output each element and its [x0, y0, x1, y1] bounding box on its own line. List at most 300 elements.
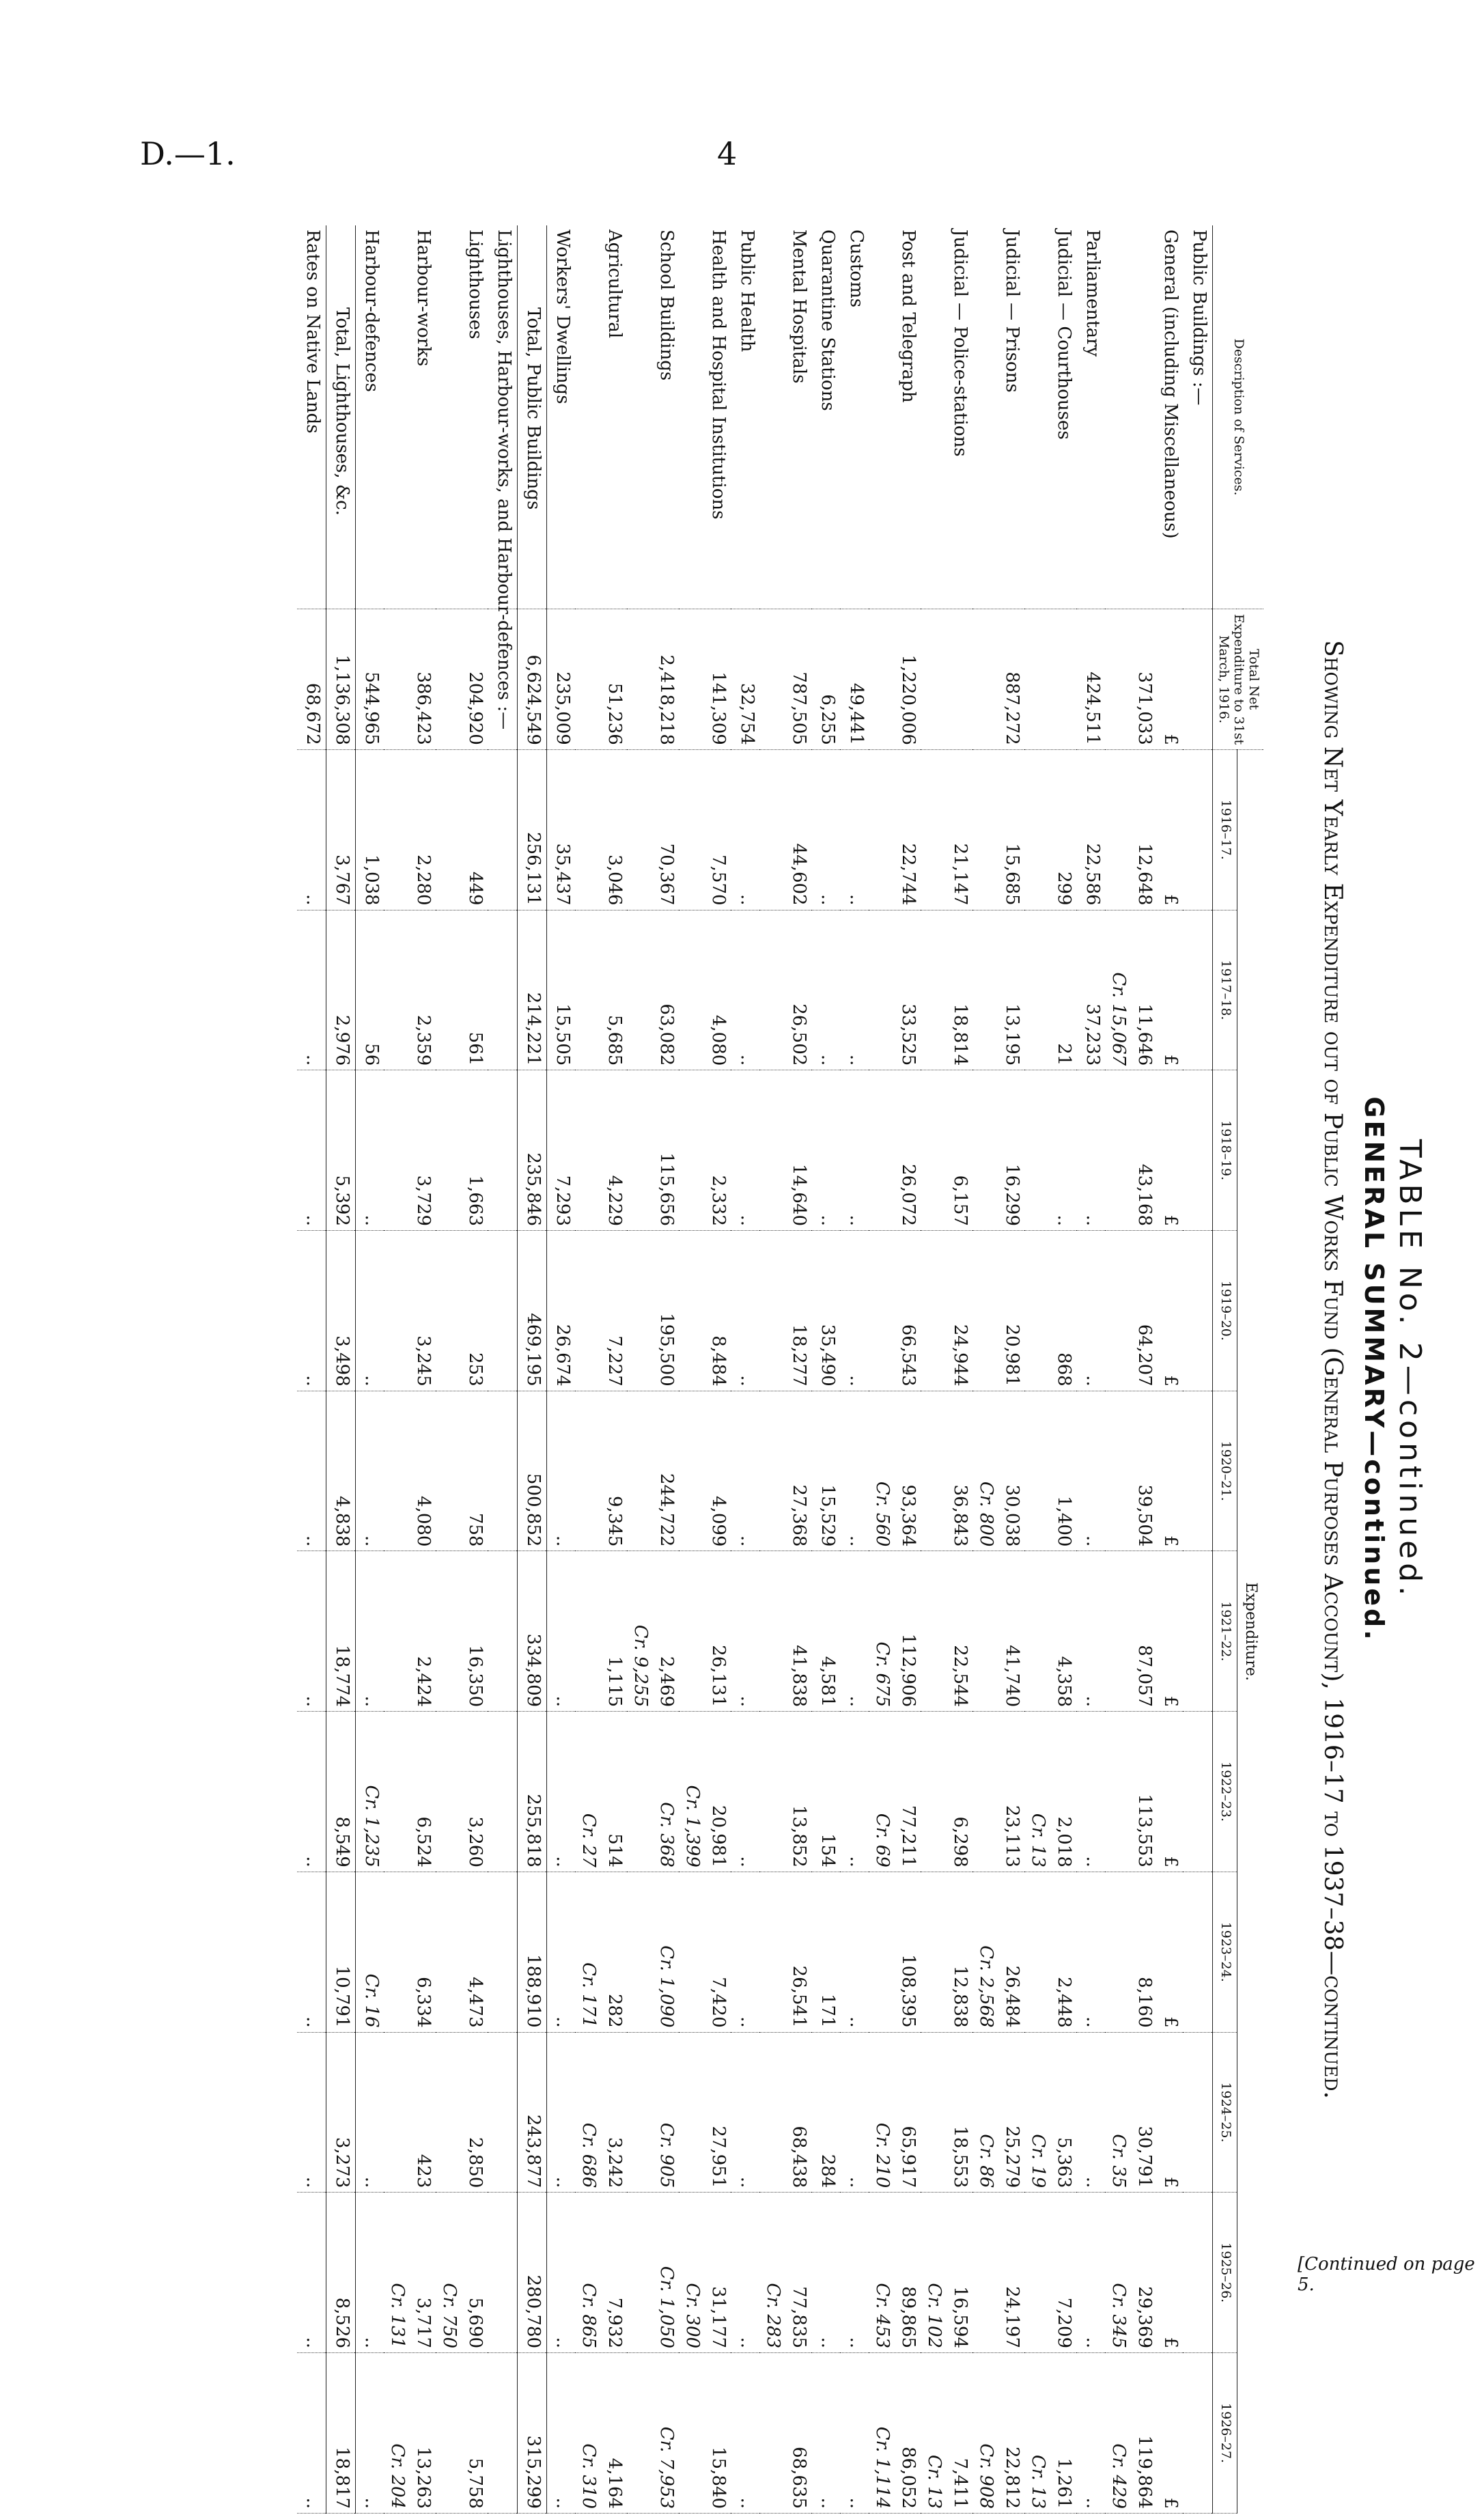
table-cell	[488, 1231, 518, 1391]
table-cell: 7,227	[576, 1231, 628, 1391]
table-cell: 93,364 Cr. 560	[869, 1391, 921, 1551]
table-cell: 65,917 Cr. 210	[869, 2032, 921, 2193]
table-cell: ..	[547, 1391, 576, 1551]
table-cell: ..	[731, 1872, 760, 2032]
table-cell: 18,817	[326, 2353, 356, 2514]
table-cell: 112,906 Cr. 675	[869, 1551, 921, 1712]
table-cell: 18,774	[326, 1551, 356, 1712]
table-cell: 141,309	[680, 609, 731, 750]
table-cell: Cr. 368	[628, 1712, 680, 1872]
table-cell	[488, 1872, 518, 2032]
table-cell: ..	[812, 749, 841, 910]
table-cell: 4,080	[680, 910, 731, 1070]
row-label: Rates on Native Lands	[297, 225, 326, 609]
table-cell: 7,293	[547, 1070, 576, 1231]
table-cell: ..	[297, 2193, 326, 2353]
col-header-year: 1916–17.	[1213, 749, 1237, 910]
table-cell: 561	[436, 910, 488, 1070]
table-row	[921, 225, 973, 2514]
row-label: Parliamentary	[1077, 225, 1106, 609]
table-cell: ..	[1077, 1872, 1106, 2032]
table-cell: ..	[547, 1551, 576, 1712]
table-cell: 10,791	[326, 1872, 356, 2032]
table-cell: 51,236	[576, 609, 628, 750]
table-cell: Cr. 1,235	[356, 1712, 385, 1872]
table-cell: 4,080	[384, 1391, 436, 1551]
table-cell: 2,424	[384, 1551, 436, 1712]
table-cell: Cr. 16	[356, 1872, 385, 2032]
table-cell: ..	[841, 1070, 869, 1231]
table-row	[841, 225, 869, 2514]
table-cell: ..	[297, 2032, 326, 2193]
table-cell: 26,541	[760, 1872, 812, 2032]
table-cell: ..	[356, 2032, 385, 2193]
row-label: Harbour-works	[384, 225, 436, 609]
table-cell: 243,877	[518, 2032, 547, 2193]
table-cell: 3,729	[384, 1070, 436, 1231]
table-cell: 26,072	[869, 1070, 921, 1231]
table-cell: 1,261 Cr. 13	[1025, 2353, 1077, 2514]
table-cell: 89,865 Cr. 453	[869, 2193, 921, 2353]
table-cell: 6,298	[921, 1712, 973, 1872]
table-cell: 49,441	[841, 609, 869, 750]
table-row	[973, 225, 1025, 2514]
table-cell: 13,263 Cr. 204	[384, 2353, 436, 2514]
table-cell: 2,332	[680, 1070, 731, 1231]
table-cell: 86,052 Cr. 1,114	[869, 2353, 921, 2514]
table-cell: 31,177 Cr. 300	[680, 2193, 731, 2353]
table-cell: £ 8,160	[1106, 1872, 1184, 2032]
table-cell: 33,525	[869, 910, 921, 1070]
row-label: Judicial — Police-stations	[921, 225, 973, 609]
table-cell: ..	[297, 910, 326, 1070]
table-cell	[488, 1391, 518, 1551]
table-cell	[1184, 609, 1213, 750]
table-cell: 68,438	[760, 2032, 812, 2193]
table-cell: 4,838	[326, 1391, 356, 1551]
table-cell: 3,273	[326, 2032, 356, 2193]
table-cell: 7,209	[1025, 2193, 1077, 2353]
table-cell: ..	[1077, 1391, 1106, 1551]
table-cell: 27,368	[760, 1391, 812, 1551]
row-label: Public Health	[731, 225, 760, 609]
table-cell	[1184, 1872, 1213, 2032]
col-header-year: 1919–20.	[1213, 1231, 1237, 1391]
table-cell	[1184, 1231, 1213, 1391]
table-cell: 253	[436, 1231, 488, 1391]
table-cell: 8,526	[326, 2193, 356, 2353]
table-cell: Cr. 1,050	[628, 2193, 680, 2353]
table-cell: 500,852	[518, 1391, 547, 1551]
row-label: Lighthouses, Harbour-works, and Harbour-defences :—	[488, 225, 518, 609]
col-header-year: 1922–23.	[1213, 1712, 1237, 1872]
table-cell: ..	[731, 1231, 760, 1391]
table-cell: ..	[356, 1551, 385, 1712]
table-cell: 16,299	[973, 1070, 1025, 1231]
page-number: 4	[717, 135, 738, 172]
table-cell: 63,082	[628, 910, 680, 1070]
table-cell	[488, 749, 518, 910]
table-cell: 1,136,308	[326, 609, 356, 750]
table-cell: 514 Cr. 27	[576, 1712, 628, 1872]
table-cell: 56	[356, 910, 385, 1070]
table-cell	[1184, 2353, 1213, 2514]
col-header-expenditure: Expenditure.	[1237, 749, 1263, 2513]
table-cell: 12,838	[921, 1872, 973, 2032]
table-cell: £ 371,033	[1106, 609, 1184, 750]
row-label: Harbour-defences	[356, 225, 385, 609]
table-body	[297, 225, 1213, 2514]
table-cell: 23,113	[973, 1712, 1025, 1872]
table-titles	[1270, 225, 1427, 2514]
table-cell: 25,279 Cr. 86	[973, 2032, 1025, 2193]
table-cell: 9,345	[576, 1391, 628, 1551]
table-cell: 544,965	[356, 609, 385, 750]
table-cell: 2,018 Cr. 13	[1025, 1712, 1077, 1872]
table-cell: 195,500	[628, 1231, 680, 1391]
table-cell: £ 119,864 Cr. 429	[1106, 2353, 1184, 2514]
table-cell: 386,423	[384, 609, 436, 750]
table-cell: 1,038	[356, 749, 385, 910]
table-cell: 284	[812, 2032, 841, 2193]
table-cell: ..	[731, 1712, 760, 1872]
table-cell: 7,570	[680, 749, 731, 910]
table-cell: 282 Cr. 171	[576, 1872, 628, 2032]
table-cell: 13,195	[973, 910, 1025, 1070]
table-cell: 1,400	[1025, 1391, 1077, 1551]
table-cell: ..	[297, 1391, 326, 1551]
table-cell: 3,242 Cr. 686	[576, 2032, 628, 2193]
table-title: TABLE No. 2—continued.	[1392, 1139, 1427, 1600]
table-cell: 8,549	[326, 1712, 356, 1872]
table-cell: 868	[1025, 1231, 1077, 1391]
col-header-year: 1925–26.	[1213, 2193, 1237, 2353]
table-cell: 5,690 Cr. 750	[436, 2193, 488, 2353]
table-cell: 5,758	[436, 2353, 488, 2514]
table-cell: 6,255	[812, 609, 841, 750]
table-cell: ..	[731, 910, 760, 1070]
table-cell: 77,835 Cr. 283	[760, 2193, 812, 2353]
table-cell: 7,420	[680, 1872, 731, 2032]
table-cell: Cr. 905	[628, 2032, 680, 2193]
table-cell: ..	[1077, 1551, 1106, 1712]
table-caption: Showing Net Yearly Expenditure out of Public Works Fund (General Purposes Account), 1916–17 to 1937–38—continued.	[1319, 640, 1347, 2099]
table-cell: ..	[297, 1872, 326, 2032]
table-cell: 204,920	[436, 609, 488, 750]
table-row	[436, 225, 488, 2514]
table-cell	[1184, 910, 1213, 1070]
col-header-year: 1923–24.	[1213, 1872, 1237, 2032]
row-label: Quarantine Stations	[812, 225, 841, 609]
col-header-year: 1917–18.	[1213, 910, 1237, 1070]
table-cell	[1184, 749, 1213, 910]
table-cell: 280,780	[518, 2193, 547, 2353]
table-cell: 22,586	[1077, 749, 1106, 910]
col-header-year: 1918–19.	[1213, 1070, 1237, 1231]
table-cell: 171	[812, 1872, 841, 2032]
table-cell: ..	[1077, 2353, 1106, 2514]
table-cell: 2,469 Cr. 9,255	[628, 1551, 680, 1712]
row-label: Customs	[841, 225, 869, 609]
table-cell: 188,910	[518, 1872, 547, 2032]
table-row	[812, 225, 841, 2514]
table-cell: ..	[356, 2353, 385, 2514]
table-cell	[488, 2193, 518, 2353]
table-cell: ..	[841, 2193, 869, 2353]
row-label: Post and Telegraph	[869, 225, 921, 609]
table-cell: 14,640	[760, 1070, 812, 1231]
table-cell: ..	[812, 1070, 841, 1231]
table-cell: 3,498	[326, 1231, 356, 1391]
table-cell: ..	[812, 910, 841, 1070]
table-cell: 5,392	[326, 1070, 356, 1231]
table-cell: 887,272	[973, 609, 1025, 750]
table-cell	[1184, 1712, 1213, 1872]
table-cell: 7,411 Cr. 13	[921, 2353, 973, 2514]
document-code: D.—1.	[140, 135, 236, 172]
table-cell: ..	[812, 2353, 841, 2514]
table-cell	[1025, 609, 1077, 750]
table-row	[1077, 225, 1106, 2514]
table-cell: 68,672	[297, 609, 326, 750]
table-cell	[488, 1551, 518, 1712]
row-label: General (including Miscellaneous)	[1106, 225, 1184, 609]
table-cell: 26,674	[547, 1231, 576, 1391]
table-row	[760, 225, 812, 2514]
table-cell	[488, 1070, 518, 1231]
table-cell: 255,818	[518, 1712, 547, 1872]
row-label: Agricultural	[576, 225, 628, 609]
row-label: School Buildings	[628, 225, 680, 609]
table-cell: 2,850	[436, 2032, 488, 2193]
col-header-year: 1920–21.	[1213, 1391, 1237, 1551]
table-cell: 235,009	[547, 609, 576, 750]
table-cell: 20,981	[973, 1231, 1025, 1391]
table-cell: 6,624,549	[518, 609, 547, 750]
table-cell: 18,814	[921, 910, 973, 1070]
table-cell: 108,395	[869, 1872, 921, 2032]
table-cell: 22,812 Cr. 908	[973, 2353, 1025, 2514]
expenditure-table	[297, 225, 1263, 2514]
table-cell	[1184, 1551, 1213, 1712]
table-cell: 22,744	[869, 749, 921, 910]
table-cell: 70,367	[628, 749, 680, 910]
table-cell	[1184, 1391, 1213, 1551]
table-cell: 3,767	[326, 749, 356, 910]
table-cell: 2,448	[1025, 1872, 1077, 2032]
row-label: Public Buildings :—	[1184, 225, 1213, 609]
table-cell: ..	[731, 2353, 760, 2514]
table-cell: ..	[841, 1231, 869, 1391]
table-cell: 16,350	[436, 1551, 488, 1712]
table-cell: 41,740	[973, 1551, 1025, 1712]
total-row	[326, 225, 356, 2514]
total-row	[518, 225, 547, 2514]
table-cell	[1184, 2032, 1213, 2193]
table-cell: 235,846	[518, 1070, 547, 1231]
table-cell: ..	[841, 2032, 869, 2193]
table-cell	[1184, 1070, 1213, 1231]
table-cell: 2,359	[384, 910, 436, 1070]
table-cell: 36,843	[921, 1391, 973, 1551]
table-cell: 21,147	[921, 749, 973, 910]
table-cell: 3,046	[576, 749, 628, 910]
table-cell	[921, 609, 973, 750]
table-cell: 5,363 Cr. 19	[1025, 2032, 1077, 2193]
table-cell: ..	[297, 1231, 326, 1391]
table-row	[1106, 225, 1184, 2514]
table-cell: 32,754	[731, 609, 760, 750]
table-cell: ..	[731, 2193, 760, 2353]
table-cell: 5,685	[576, 910, 628, 1070]
table-cell	[488, 910, 518, 1070]
table-cell: £ 39,504	[1106, 1391, 1184, 1551]
row-label: Workers' Dwellings	[547, 225, 576, 609]
row-label: Lighthouses	[436, 225, 488, 609]
table-cell: 3,260	[436, 1712, 488, 1872]
table-cell: 1,115	[576, 1551, 628, 1712]
table-cell: 35,437	[547, 749, 576, 910]
table-cell: 26,502	[760, 910, 812, 1070]
table-cell: 6,334	[384, 1872, 436, 2032]
rotated-table-region	[225, 225, 1427, 2514]
table-cell: 41,838	[760, 1551, 812, 1712]
table-cell: 214,221	[518, 910, 547, 1070]
table-cell: ..	[731, 1551, 760, 1712]
table-cell: ..	[297, 2353, 326, 2514]
table-cell: 244,722	[628, 1391, 680, 1551]
table-cell: ..	[1025, 1070, 1077, 1231]
table-cell: £ 87,057	[1106, 1551, 1184, 1712]
table-cell: 26,484 Cr. 2,568	[973, 1872, 1025, 2032]
table-cell: 758	[436, 1391, 488, 1551]
table-cell: 13,852	[760, 1712, 812, 1872]
table-cell: Cr. 1,090	[628, 1872, 680, 2032]
table-cell: ..	[297, 1070, 326, 1231]
row-label: Total, Public Buildings	[518, 225, 547, 609]
table-cell: 1,220,006	[869, 609, 921, 750]
table-cell: ..	[841, 910, 869, 1070]
table-cell: ..	[356, 2193, 385, 2353]
table-cell: ..	[547, 1712, 576, 1872]
table-cell: 154	[812, 1712, 841, 1872]
table-cell: ..	[841, 2353, 869, 2514]
table-cell: ..	[841, 1551, 869, 1712]
table-cell: ..	[1077, 2193, 1106, 2353]
table-cell: 68,635	[760, 2353, 812, 2514]
continued-note: [Continued on page 5.	[1298, 2254, 1475, 2295]
table-cell: 27,951	[680, 2032, 731, 2193]
table-cell: ..	[731, 1070, 760, 1231]
table-cell: 15,840	[680, 2353, 731, 2514]
col-header-year: 1924–25.	[1213, 2032, 1237, 2193]
table-cell	[488, 1712, 518, 1872]
table-row	[1184, 225, 1213, 2514]
table-cell: 8,484	[680, 1231, 731, 1391]
table-row	[488, 225, 518, 2514]
table-cell: ..	[547, 2353, 576, 2514]
table-cell: ..	[297, 1551, 326, 1712]
table-cell: 77,211 Cr. 69	[869, 1712, 921, 1872]
table-cell: 2,418,218	[628, 609, 680, 750]
table-cell: 449	[436, 749, 488, 910]
table-cell: ..	[356, 1070, 385, 1231]
col-header-description: Description of Services.	[1213, 225, 1263, 609]
table-cell: 1,663	[436, 1070, 488, 1231]
table-cell: 4,099	[680, 1391, 731, 1551]
table-cell: ..	[841, 749, 869, 910]
table-row	[576, 225, 628, 2514]
row-label: Judicial — Courthouses	[1025, 225, 1077, 609]
table-cell: ..	[297, 749, 326, 910]
table-cell: 66,543	[869, 1231, 921, 1391]
table-cell: 7,932 Cr. 865	[576, 2193, 628, 2353]
table-cell: 315,299	[518, 2353, 547, 2514]
row-label: Mental Hospitals	[760, 225, 812, 609]
table-cell: 423	[384, 2032, 436, 2193]
table-row	[731, 225, 760, 2514]
table-row	[297, 225, 326, 2514]
table-cell: ..	[1077, 1231, 1106, 1391]
table-cell: ..	[297, 1712, 326, 1872]
table-cell: ..	[731, 749, 760, 910]
table-cell: £ 43,168	[1106, 1070, 1184, 1231]
row-label: Judicial — Prisons	[973, 225, 1025, 609]
table-cell: ..	[731, 1391, 760, 1551]
table-row	[628, 225, 680, 2514]
table-cell: 15,685	[973, 749, 1025, 910]
table-cell: 4,229	[576, 1070, 628, 1231]
table-row	[1025, 225, 1077, 2514]
table-cell: 15,529	[812, 1391, 841, 1551]
table-cell: 6,524	[384, 1712, 436, 1872]
table-cell: 2,280	[384, 749, 436, 910]
table-row	[356, 225, 385, 2514]
table-cell: ..	[841, 1712, 869, 1872]
table-cell: £ 29,369 Cr. 345	[1106, 2193, 1184, 2353]
table-row	[680, 225, 731, 2514]
table-cell: 18,277	[760, 1231, 812, 1391]
table-cell: £ 64,207	[1106, 1231, 1184, 1391]
table-cell: 3,717 Cr. 131	[384, 2193, 436, 2353]
table-cell: Cr. 7,953	[628, 2353, 680, 2514]
table-cell: ..	[731, 2032, 760, 2193]
table-cell: 4,473	[436, 1872, 488, 2032]
table-cell: 115,656	[628, 1070, 680, 1231]
row-label: Total, Lighthouses, &c.	[326, 225, 356, 609]
table-cell: 35,490	[812, 1231, 841, 1391]
table-cell: 24,197	[973, 2193, 1025, 2353]
table-cell	[1184, 2193, 1213, 2353]
table-cell: ..	[356, 1391, 385, 1551]
table-cell: ..	[841, 1872, 869, 2032]
table-cell: 15,505	[547, 910, 576, 1070]
table-cell	[488, 2353, 518, 2514]
table-cell: 299	[1025, 749, 1077, 910]
table-cell: 4,581	[812, 1551, 841, 1712]
table-subtitle: GENERAL SUMMARY—continued.	[1359, 1096, 1389, 1643]
table-cell: ..	[547, 1872, 576, 2032]
col-header-year: 1921–22.	[1213, 1551, 1237, 1712]
table-cell: 24,944	[921, 1231, 973, 1391]
table-cell: 424,511	[1077, 609, 1106, 750]
col-header-total-net: Total Net Expenditure to 31st March, 1916.	[1213, 609, 1263, 750]
col-header-year: 1926–27.	[1213, 2353, 1237, 2514]
table-cell: 6,157	[921, 1070, 973, 1231]
table-row	[547, 225, 576, 2514]
table-cell: 469,195	[518, 1231, 547, 1391]
table-cell: 21	[1025, 910, 1077, 1070]
